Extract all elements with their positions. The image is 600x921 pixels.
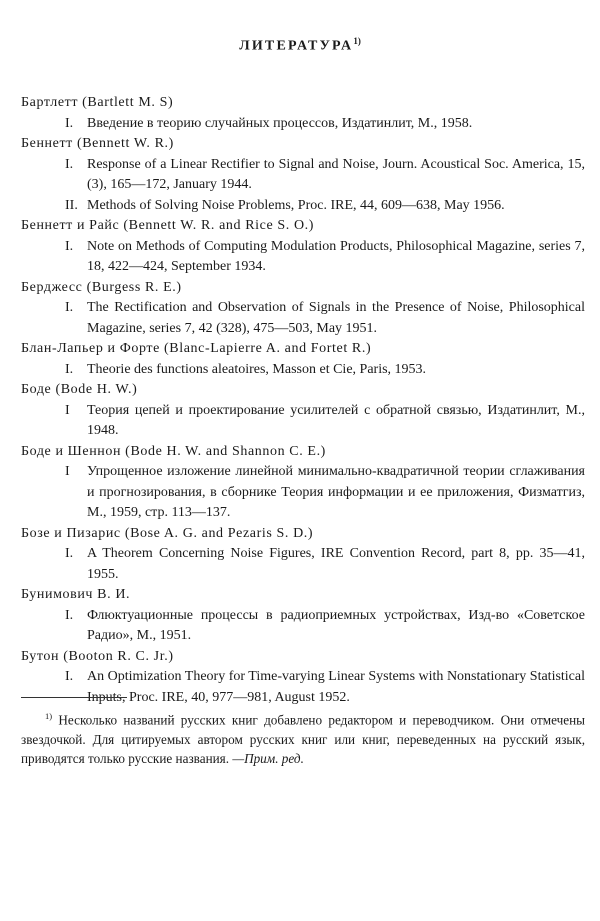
entry-work bbox=[65, 114, 585, 135]
work-number: I. bbox=[65, 115, 74, 131]
entry-work bbox=[65, 360, 585, 381]
work-number: I bbox=[65, 464, 70, 479]
entry-work bbox=[65, 196, 585, 217]
work-number: I. bbox=[65, 607, 74, 623]
work-citation: A Theorem Concerning Noise Figures, IRE Convention Record, part 8, pp. 35—41, 1955. bbox=[87, 546, 585, 582]
work-citation: An Optimization Theory for Time-varying Linear Systems with Nonstationary Statistical Inputs, Proc. IRE, 40, 977—981, August 1952. bbox=[87, 669, 585, 705]
work-citation: Response of a Linear Rectifier to Signal and Noise, Journ. Acoustical Soc. America, 15, (3), 165—172, January 1944. bbox=[87, 156, 585, 192]
entry-author: Беннетт (Bennett W. R.) bbox=[21, 136, 174, 151]
work-number: I. bbox=[65, 238, 74, 254]
footnote-mark: 1) bbox=[45, 711, 53, 721]
entry-work bbox=[65, 667, 585, 708]
title-note-mark: 1) bbox=[353, 36, 361, 46]
entry-work bbox=[65, 298, 585, 339]
title-text: ЛИТЕРАТУРА bbox=[239, 38, 354, 54]
work-number: I. bbox=[65, 546, 74, 561]
entry-author: Бозе и Пизарис (Bose A. G. and Pezaris S. D.) bbox=[21, 525, 314, 541]
entry-work bbox=[65, 401, 585, 442]
footnote-text: Несколько названий русских книг добавлено редактором и переводчиком. Они отмечены звездочкой. Для цитируемых автором русских книг или книг, переведенных на русский язык, приводятся только русские названия. bbox=[21, 712, 586, 767]
entry-author: Бутон (Booton R. C. Jr.) bbox=[21, 648, 174, 664]
work-number: I. bbox=[65, 361, 74, 377]
work-number: I. bbox=[65, 669, 74, 684]
footnote bbox=[21, 707, 585, 769]
entry-author: Бартлетт (Bartlett M. S) bbox=[21, 95, 174, 110]
footnote-divider bbox=[21, 697, 127, 698]
entry-author: Боде и Шеннон (Bode H. W. and Shannon C. E.) bbox=[21, 443, 326, 459]
entry-author: Бунимович В. И. bbox=[21, 587, 131, 602]
work-citation: Введение в теорию случайных процессов, Издатинлит, М., 1958. bbox=[87, 115, 473, 131]
work-citation: Теория цепей и проектирование усилителей с обратной связью, Издатинлит, М., 1948. bbox=[87, 402, 585, 438]
work-number: I. bbox=[65, 156, 74, 172]
entry-work bbox=[65, 155, 585, 196]
work-citation: Флюктуационные процессы в радиоприемных устройствах, Изд-во «Советское Радио», М., 1951. bbox=[87, 607, 585, 643]
entry-work bbox=[65, 237, 585, 278]
footnote-signature: —Прим. ред. bbox=[232, 751, 304, 767]
entry-work bbox=[65, 606, 585, 647]
entry-work bbox=[65, 462, 585, 524]
entry-work bbox=[65, 544, 585, 585]
work-number: I bbox=[65, 402, 70, 418]
work-number: II. bbox=[65, 197, 78, 213]
entry-author: Берджесс (Burgess R. E.) bbox=[21, 279, 182, 295]
work-citation: Methods of Solving Noise Problems, Proc. IRE, 44, 609—638, May 1956. bbox=[87, 197, 505, 213]
work-citation: Note on Methods of Computing Modulation Products, Philosophical Magazine, series 7, 18, 422—424, September 1934. bbox=[87, 238, 585, 274]
work-number: I. bbox=[65, 300, 74, 315]
work-citation: Упрощенное изложение линейной минимально-квадратичной теории сглаживания и прогнозирования, в сборнике Теория информации и ее приложения, Физматгиз, М., 1959, стр. 113—137. bbox=[87, 464, 585, 520]
page-title bbox=[0, 36, 600, 55]
entry-author: Блан-Лапьер и Форте (Blanc-Lapierre A. and Fortet R.) bbox=[21, 341, 372, 356]
work-citation: The Rectification and Observation of Signals in the Presence of Noise, Philosophical Magazine, series 7, 42 (328), 475—503, May 1951. bbox=[87, 300, 585, 336]
entry-author: Боде (Bode H. W.) bbox=[21, 382, 138, 397]
entry-author: Беннетт и Райс (Bennett W. R. and Rice S. O.) bbox=[21, 218, 315, 233]
work-citation: Theorie des functions aleatoires, Masson et Cie, Paris, 1953. bbox=[87, 361, 427, 377]
bibliography-list bbox=[21, 93, 585, 708]
